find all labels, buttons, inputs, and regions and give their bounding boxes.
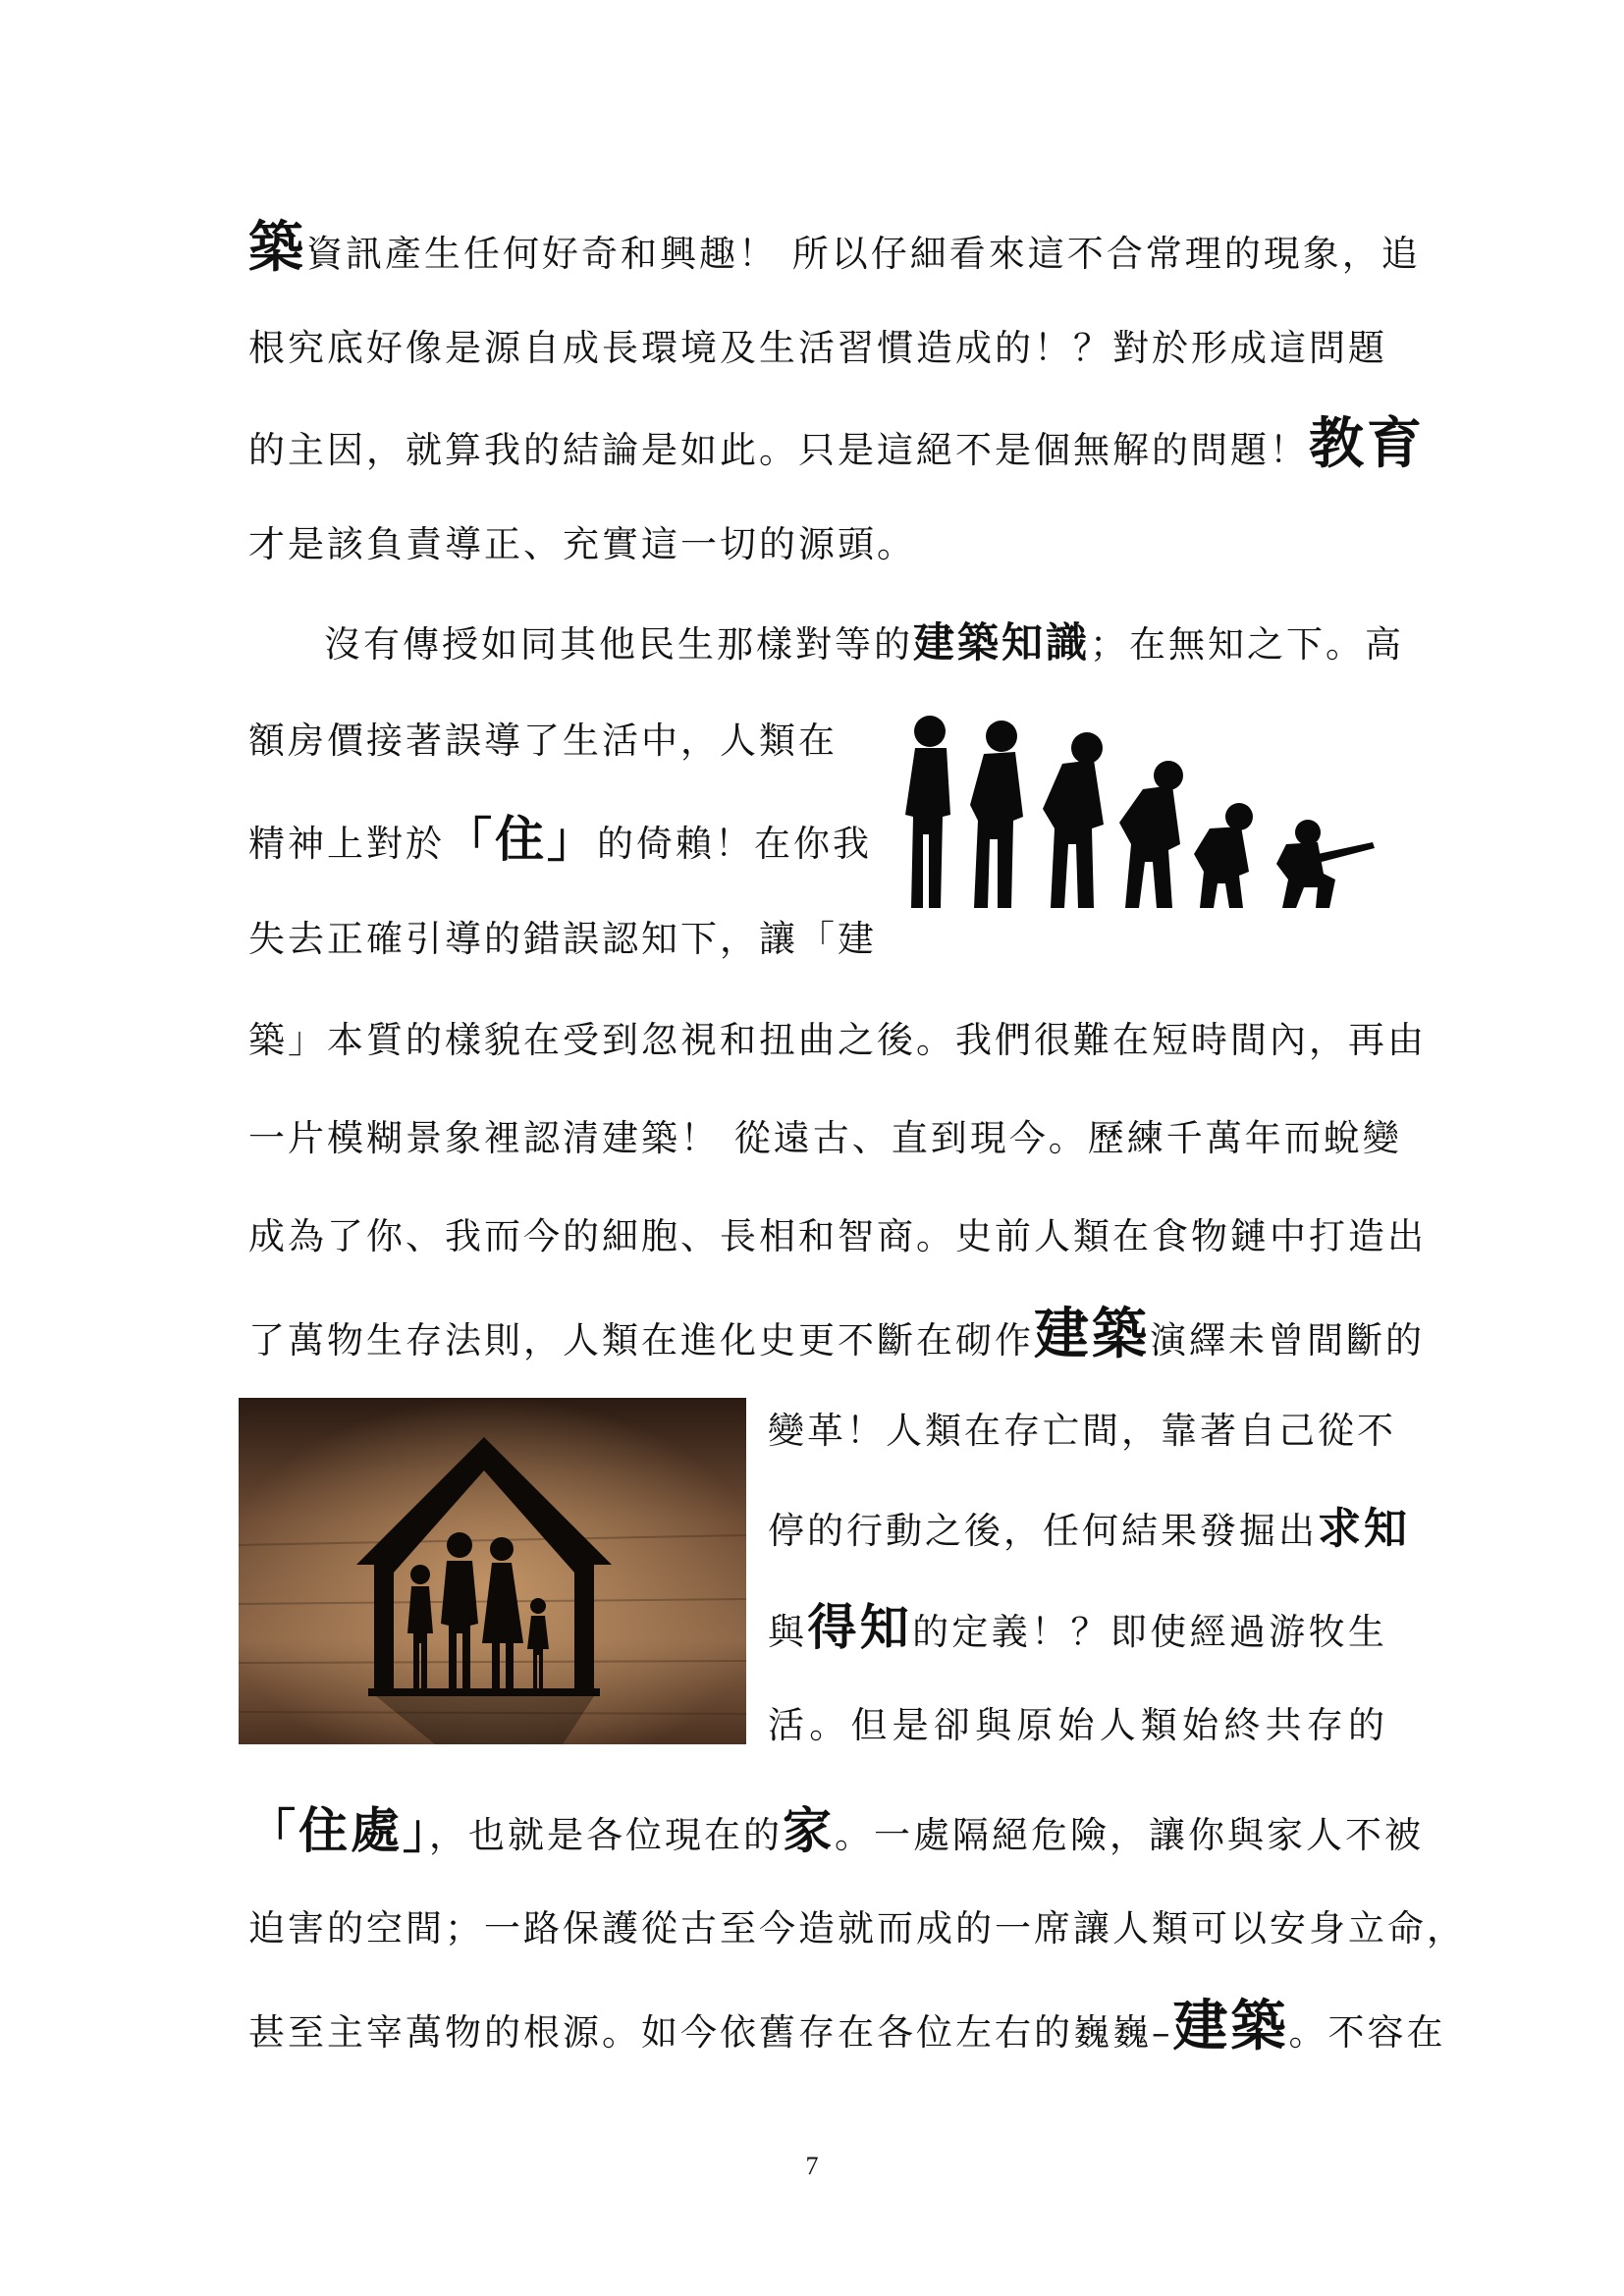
text-line [248,1016,1427,1065]
text: 一片模糊景象裡認清建築！ 從遠古、直到現今。歷練千萬年而蛻變 [248,1117,1402,1159]
text: 沒有傳授如同其他民生那樣對等的 [324,623,913,666]
text: 。不容在 [1288,2011,1446,2054]
emphasis: 得知 [807,1599,913,1656]
text: 築」本質的樣貌在受到忽視和扭曲之後。我們很難在短時間內，再由 [248,1019,1427,1061]
bracket: 「 [248,1804,299,1859]
text: 了萬物生存法則，人類在進化史更不斷在砌作 [248,1319,1034,1362]
text-line [248,811,873,869]
text: 失去正確引導的錯誤認知下，讓「建 [248,918,877,960]
text: 停的行動之後，任何結果發掘出 [768,1510,1318,1552]
text: 的定義！？即使經過游牧生 [912,1611,1388,1653]
emphasis: 住 [495,811,548,868]
page-number: 7 [805,2152,819,2180]
text-line [768,1407,1396,1456]
text: ，也就是各位現在的 [429,1814,784,1856]
text: 才是該負責導正、充實這一切的源頭。 [248,523,916,565]
text-line [248,412,1425,476]
text: 變革！人類在存亡間，靠著自己從不 [768,1410,1396,1452]
text: 。一處隔絕危險，讓你與家人不被 [835,1814,1425,1856]
text-line [248,520,1387,569]
text: 活。但是卻與原始人類始終共存的 [768,1704,1387,1746]
text-line [248,1114,1402,1163]
text-line [248,216,1421,280]
emphasis: 築 [248,216,306,280]
text: 的主因，就算我的結論是如此。只是這絕不是個無解的問題！ [248,429,1309,471]
text-line [248,324,1387,373]
text-line [248,1995,1446,2058]
text-line [768,1504,1410,1556]
text-line [248,1212,1427,1261]
text: 演繹未曾間斷的 [1150,1319,1425,1362]
emphasis: 教育 [1309,412,1425,476]
family-house-image [239,1398,746,1744]
emphasis: 住處 [298,1802,404,1859]
text-line [324,618,1405,669]
text: 精神上對於 [248,823,445,865]
text: 資訊產生任何好奇和興趣！ 所以仔細看來這不合常理的現象，追 [306,233,1421,275]
text-line [248,1802,1425,1860]
text-line [768,1701,1387,1750]
text-line [248,717,838,766]
text-line [248,1303,1425,1366]
bracket: 」 [547,813,598,868]
text-line [248,915,877,964]
text: 額房價接著誤導了生活中，人類在 [248,720,838,762]
emphasis: 家 [783,1802,836,1859]
text: 的倚賴！在你我 [597,823,873,865]
bracket: 「 [445,813,496,868]
text: ；在無知之下。高 [1090,623,1405,666]
bracket: 」 [403,1804,430,1859]
emphasis: 求知 [1318,1504,1410,1554]
emphasis: 建築 [1172,1995,1289,2058]
text: 根究底好像是源自成長環境及生活習慣造成的！？對於形成這問題 [248,327,1387,369]
text: 迫害的空間；一路保護從古至今造就而成的一席讓人類可以安身立命， [248,1907,1466,1949]
text-line [768,1599,1388,1657]
text-line [248,1904,1466,1953]
text: 與 [768,1611,808,1653]
human-evolution-image [886,707,1377,923]
emphasis: 建築知識 [913,618,1091,667]
text: 甚至主宰萬物的根源。如今依舊存在各位左右的巍巍– [248,2011,1173,2054]
emphasis: 建築 [1034,1303,1150,1366]
text: 成為了你、我而今的細胞、長相和智商。史前人類在食物鏈中打造出 [248,1215,1427,1257]
